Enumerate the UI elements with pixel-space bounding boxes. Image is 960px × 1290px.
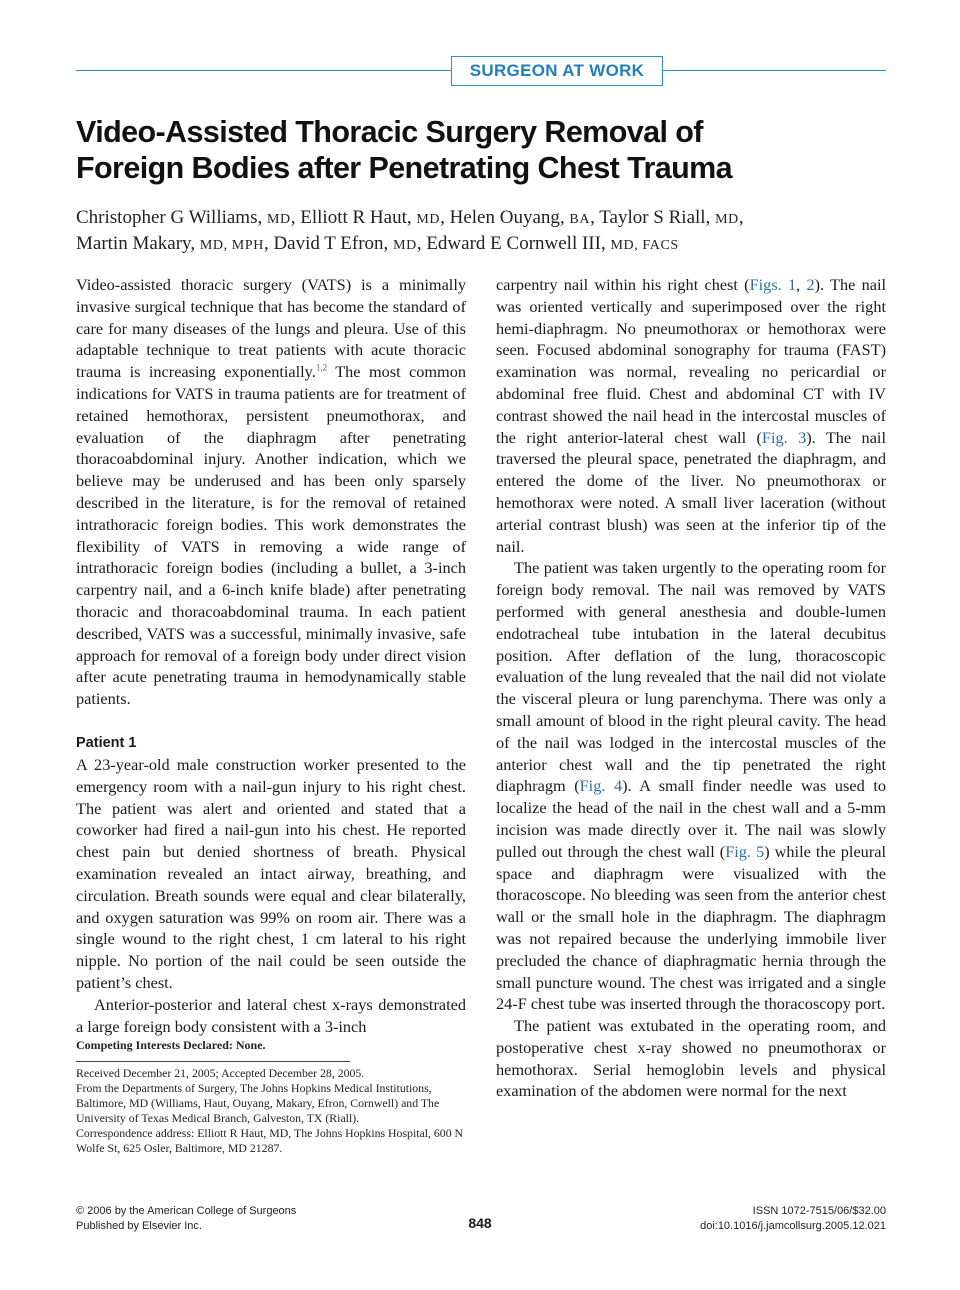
author-name: Christopher G Williams, bbox=[76, 207, 267, 228]
body-paragraph: The patient was taken urgently to the operating room for foreign body removal. The nail was removed by VATS performed with general anesthesia and double-lumen endotracheal tube intubation in the lateral decubitus position. After deflation of the lung, thoracoscopic evaluation of the lung revealed that the nail did not violate the visceral pleura or lung parenchyma. There was only a small amount of blood in the right pleural cavity. The head of the nail was lodged in the intercostal muscles of the anterior chest wall and the tip penetrated the right diaphragm (Fig. 4). A small finder needle was used to localize the head of the nail in the chest wall and a 5-mm incision was made directly over it. The nail was slowly pulled out through the chest wall (Fig. 5) while the pleural space and diaphragm were visualized with the thoracoscope. No bleeding was seen from the anterior chest wall or the small hole in the diaphragm. The diaphragm was not repaired because the underlying immobile liver precluded the chance of diaphragmatic hernia through the small puncture wound. The chest was irrigated and a single 24-F chest tube was inserted through the thoracoscopy port. bbox=[496, 558, 886, 1014]
section-heading-patient-1: Patient 1 bbox=[76, 734, 137, 751]
right-column bbox=[496, 274, 886, 1102]
citation-sup[interactable]: 1,2 bbox=[315, 362, 328, 373]
figure-link[interactable]: Fig. 5 bbox=[725, 841, 765, 861]
doi-text[interactable]: doi:10.1016/j.jamcollsurg.2005.12.021 bbox=[700, 1220, 886, 1232]
intro-paragraph: Video-assisted thoracic surgery (VATS) is a minimally invasive surgical technique that has become the standard of care for many diseases of the lungs and pleura. Use of this adaptable technique to treat patients with acute thoracic trauma is increasing exponentially.$^{1,2}$ The most common indications for VATS in trauma patients are for treatment of retained hemothorax, persistent pneumothorax, and evaluation of the diaphragm after penetrating thoracoabdominal injury. Another indication, which we believe may be underused and has been only sparsely described in the literature, is for the removal of retained intrathoracic foreign bodies. This work demonstrates the flexibility of VATS in removing a wide range of intrathoracic foreign bodies (including a bullet, a 3-inch carpentry nail, and a 6-inch knife blade) after penetrating thoracic and thoracoabdominal trauma. In each patient described, VATS was a successful, minimally invasive, safe approach for removal of a foreign body under direct vision after acute penetrating trauma in hemodynamically stable patients. bbox=[76, 275, 466, 709]
article-footnotes bbox=[76, 1066, 468, 1157]
title-line-2: Foreign Bodies after Penetrating Chest Trauma bbox=[76, 151, 733, 185]
received-note: Received December 21, 2005; Accepted December 28, 2005. bbox=[76, 1066, 365, 1080]
section-header bbox=[76, 56, 886, 86]
author-name: Helen Ouyang, bbox=[449, 207, 570, 228]
section-label: SURGEON AT WORK bbox=[451, 56, 663, 86]
issn-text: ISSN 1072-7515/06/$32.00 bbox=[752, 1205, 886, 1217]
author-name: Taylor S Riall, bbox=[599, 207, 716, 228]
author-list: Christopher G Williams, MD, Elliott R Haut, MD, Helen Ouyang, BA, Taylor S Riall, MD, Martin Makary, MD, MPH, David T Efron, MD, Edward E Cornwell III, MD, FACS bbox=[76, 207, 744, 254]
correspondence-note: Correspondence address: Elliott R Haut, MD, The Johns Hopkins Hospital, 600 N Wolfe St, 625 Osler, Baltimore, MD 21287. bbox=[76, 1126, 464, 1156]
competing-interests: Competing Interests Declared: None. bbox=[76, 1038, 266, 1052]
body-paragraph: carpentry nail within his right chest (Figs. 1, 2). The nail was oriented vertically and superimposed over the right hemi-diaphragm. No pneumothorax or hemothorax were seen. Focused abdominal sonography for trauma (FAST) examination was normal, revealing no pericardial or abdominal free fluid. Chest and abdominal CT with IV contrast showed the nail head in the intercostal muscles of the right anterior-lateral chest wall (Fig. 3). The nail traversed the pleural space, penetrated the diaphragm, and entered the dome of the liver. No pneumothorax or hemothorax were noted. A small liver laceration (without arterial contrast blush) was seen at the inferior tip of the nail. bbox=[496, 275, 886, 556]
body-paragraph: A 23-year-old male construction worker presented to the emergency room with a nail-gun injury to his right chest. The patient was alert and oriented and stated that a coworker had fired a nail-gun into his chest. He reported chest pain but denied shortness of breath. Physical examination revealed an intact airway, breathing, and circulation. Breath sounds were equal and clear bilaterally, and oxygen saturation was 99% on room air. There was a single wound to the right chest, 1 cm lateral to his right nipple. No portion of the nail could be seen outside the patient’s chest. bbox=[76, 754, 466, 992]
affiliation-note: From the Departments of Surgery, The Johns Hopkins Medical Institutions, Baltimore, MD (Williams, Haut, Ouyang, Makary, Efron, Cornwell) and The University of Texas Medical Branch, Galveston, TX (Riall). bbox=[76, 1081, 440, 1126]
body-paragraph: The patient was extubated in the operating room, and postoperative chest x-ray showed no pneumothorax or hemothorax. Serial hemoglobin levels and physical examination of the abdomen were normal for the next bbox=[496, 1016, 886, 1101]
body-paragraph: Anterior-posterior and lateral chest x-rays demonstrated a large foreign body consistent with a 3-inch bbox=[76, 994, 466, 1036]
author-degree: MD bbox=[416, 212, 441, 227]
title-line-1: Video-Assisted Thoracic Surgery Removal of bbox=[76, 115, 703, 149]
article-title bbox=[76, 114, 876, 186]
author-degree: MD bbox=[393, 238, 417, 253]
author-degree: MD bbox=[715, 212, 739, 227]
author-name: Martin Makary, bbox=[76, 233, 200, 254]
copyright-text: © 2006 by the American College of Surgeons bbox=[76, 1205, 297, 1217]
figure-link[interactable]: 2 bbox=[806, 275, 815, 294]
author-degree: MD, FACS bbox=[610, 238, 679, 253]
figure-link[interactable]: Fig. 3 bbox=[761, 427, 807, 447]
figure-link[interactable]: Figs. 1 bbox=[749, 275, 797, 294]
author-name: Elliott R Haut, bbox=[300, 207, 417, 228]
footer-right bbox=[700, 1204, 886, 1234]
author-degree: MD bbox=[266, 212, 291, 227]
author-degree: BA bbox=[569, 212, 591, 227]
figure-link[interactable]: Fig. 4 bbox=[579, 776, 623, 796]
publisher-text: Published by Elsevier Inc. bbox=[76, 1220, 202, 1232]
author-degree: MD, MPH bbox=[199, 238, 264, 253]
author-name: Edward E Cornwell III, bbox=[426, 233, 611, 254]
page-number: 848 bbox=[468, 1215, 492, 1231]
footnote-rule bbox=[76, 1061, 350, 1062]
author-name: David T Efron, bbox=[273, 233, 394, 254]
left-column bbox=[76, 274, 466, 1037]
